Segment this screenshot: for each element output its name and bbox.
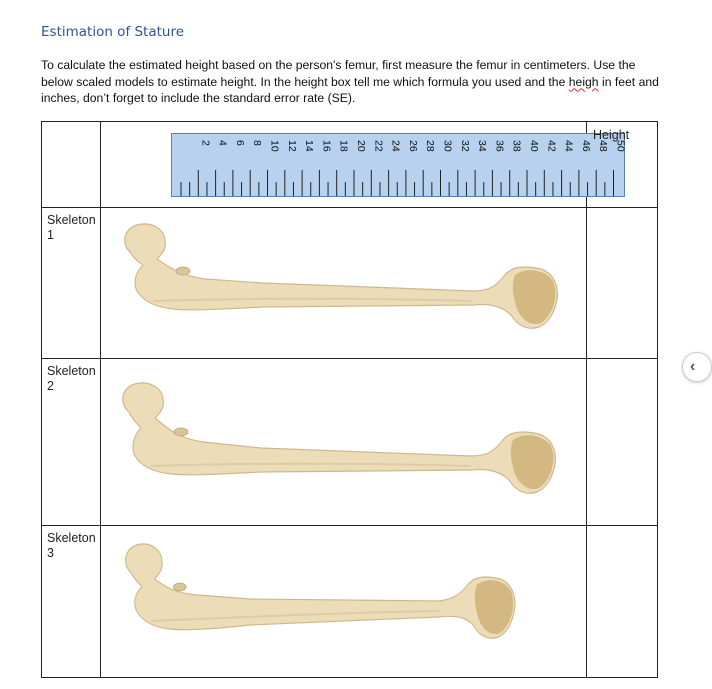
- scale-ruler: [171, 133, 625, 197]
- femur-image-cell: [101, 525, 587, 678]
- skeleton-label: Skeleton 1: [42, 207, 101, 358]
- height-answer-cell[interactable]: [587, 207, 657, 358]
- ruler-tick-label: 50: [614, 140, 627, 152]
- ruler-tick-label: 10: [268, 140, 281, 152]
- ruler-tick-label: 32: [458, 140, 471, 152]
- ruler-tick-label: 44: [562, 140, 575, 152]
- skeleton-label: Skeleton 2: [42, 358, 101, 525]
- ruler-tick-label: 48: [597, 140, 610, 152]
- ruler-tick-label: 28: [424, 140, 437, 152]
- chevron-left-icon[interactable]: [682, 352, 712, 382]
- ruler-tick-label: 40: [528, 140, 540, 152]
- femur-image-cell: [101, 207, 587, 358]
- ruler-tick-label: 8: [251, 140, 264, 146]
- femur-image-cell: [101, 358, 587, 525]
- instructions-text-end: in feet and inches, don’t forget to include the standard error rate (SE).: [41, 74, 659, 105]
- ruler-tick-label: 14: [303, 140, 316, 152]
- ruler-tick-label: 6: [233, 140, 246, 146]
- ruler-tick-label: 42: [545, 140, 558, 152]
- femur-shape: [126, 544, 515, 638]
- skeleton-row-3: [42, 525, 657, 678]
- femur-shape: [125, 224, 558, 328]
- ruler-tick-label: 24: [389, 140, 402, 152]
- misspelled-word: heigh: [568, 74, 599, 89]
- height-header: Height: [593, 128, 630, 142]
- ruler-tick-label: 2: [199, 140, 212, 146]
- ruler-tick-label: 22: [372, 140, 385, 152]
- ruler-tick-label: 16: [320, 140, 333, 152]
- femur-bone-image: [101, 525, 587, 677]
- scroll-handle-glyph: ‹: [690, 358, 696, 375]
- stature-table: [41, 121, 658, 678]
- ruler-tick-label: 20: [355, 140, 367, 152]
- ruler-tick-label: 4: [216, 140, 229, 146]
- height-answer-cell[interactable]: [587, 358, 657, 525]
- skeleton-row-2: [42, 358, 657, 526]
- height-answer-cell[interactable]: [587, 525, 657, 678]
- ruler-tick-label: 34: [476, 140, 489, 152]
- skeleton-row-1: [42, 207, 657, 359]
- instructions-paragraph: [41, 57, 661, 107]
- ruler-tick-label: 18: [337, 140, 350, 152]
- femur-bone-image: [101, 207, 587, 357]
- ruler-tick-label: 46: [579, 140, 592, 152]
- ruler-tick-label: 38: [510, 140, 523, 152]
- instructions-text-start: To calculate the estimated height based on the person's femur, first measure the femur in centimeters. Use the below scaled models to estimate height. In the height box tell me which formula you used and the: [41, 58, 636, 89]
- ruler-tick-label: 36: [493, 140, 506, 152]
- ruler-tick-label: 30: [441, 140, 454, 152]
- femur-shape: [123, 383, 556, 493]
- header-label-cell: [42, 122, 101, 207]
- ruler-tick-label: 26: [406, 140, 419, 152]
- femur-bone-image: [101, 358, 587, 524]
- skeleton-label: Skeleton 3: [42, 525, 101, 678]
- table-header-row: [42, 122, 657, 208]
- ruler-tick-label: 12: [285, 140, 298, 152]
- page-title: Estimation of Stature: [41, 24, 185, 40]
